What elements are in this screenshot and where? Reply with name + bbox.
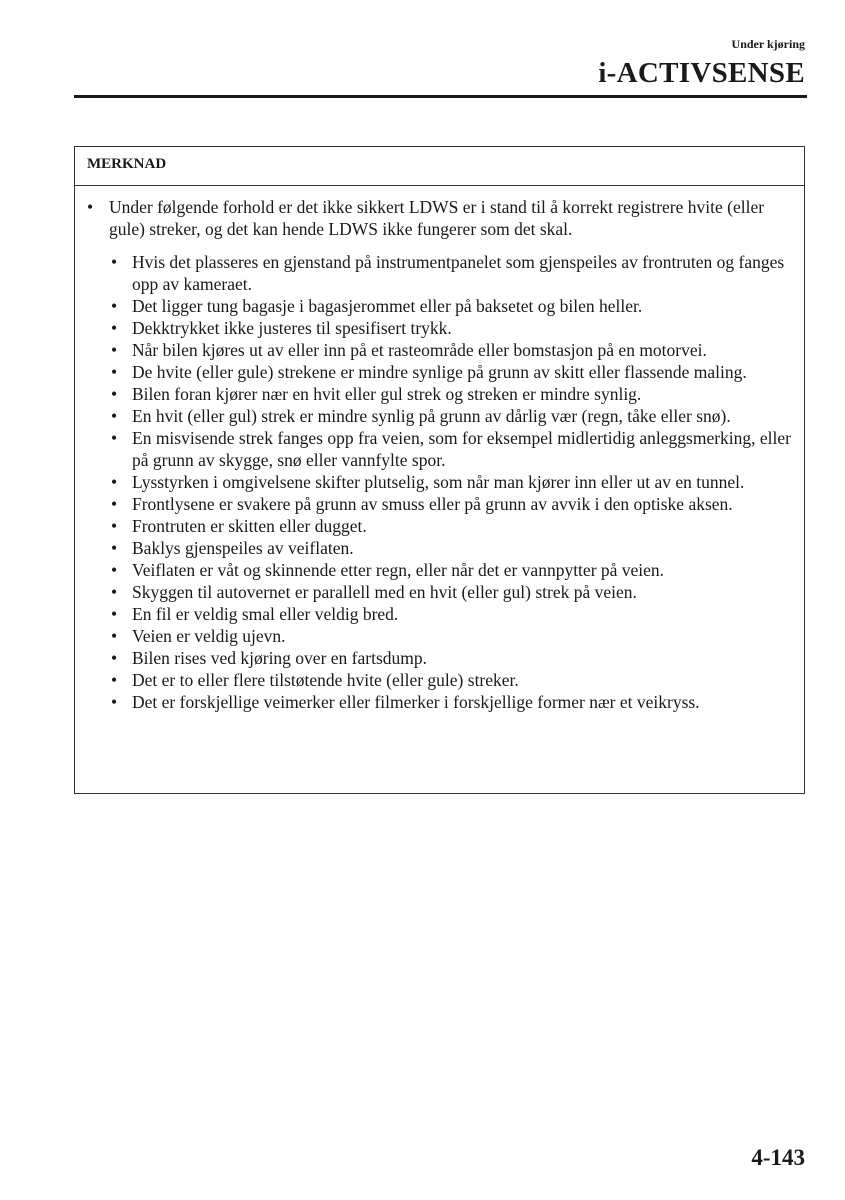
condition-item [75, 515, 804, 537]
note-box [74, 146, 805, 794]
bullet-icon: • [111, 516, 118, 536]
bullet-icon: • [111, 384, 118, 404]
note-title: MERKNAD [75, 147, 804, 186]
bullet-icon: • [111, 252, 118, 272]
condition-item [75, 493, 804, 515]
condition-item-text: Bilen rises ved kjøring over en fartsdump. [132, 648, 428, 668]
bullet-icon: • [111, 538, 118, 558]
bullet-icon: • [111, 318, 118, 338]
bullet-icon: • [111, 670, 118, 690]
section-label: Under kjøring [731, 37, 805, 51]
condition-item-text: Baklys gjenspeiles av veiflaten. [132, 538, 354, 558]
note-intro-text: Under følgende forhold er det ikke sikkert LDWS er i stand til å korrekt registrere hvite (eller gule) streker, og det kan hende LDWS ikke fungerer som det skal. [109, 197, 765, 239]
bullet-icon: • [111, 582, 118, 602]
condition-item-text: Skyggen til autovernet er parallell med en hvit (eller gul) strek på veien. [132, 582, 637, 602]
condition-item [75, 647, 804, 669]
condition-item [75, 537, 804, 559]
condition-item-text: En hvit (eller gul) strek er mindre synlig på grunn av dårlig vær (regn, tåke eller snø). [132, 406, 731, 426]
bullet-icon: • [87, 197, 94, 217]
condition-item-text: En misvisende strek fanges opp fra veien, som for eksempel midlertidig anleggsmerking, eller på grunn av skygge, snø eller vannfylte spor. [132, 428, 791, 470]
bullet-icon: • [111, 648, 118, 668]
condition-item-text: Veiflaten er våt og skinnende etter regn, eller når det er vannpytter på veien. [132, 560, 665, 580]
page-number: 4-143 [751, 1145, 805, 1170]
condition-item-text: Lysstyrken i omgivelsene skifter plutselig, som når man kjører inn eller ut av en tunnel. [132, 472, 745, 492]
condition-item [75, 427, 804, 471]
bullet-icon: • [111, 560, 118, 580]
bullet-icon: • [111, 472, 118, 492]
condition-item-text: Når bilen kjøres ut av eller inn på et rasteområde eller bomstasjon på en motorvei. [132, 340, 707, 360]
bullet-icon: • [111, 494, 118, 514]
condition-item-text: Bilen foran kjører nær en hvit eller gul strek og streken er mindre synlig. [132, 384, 642, 404]
condition-item-text: Veien er veldig ujevn. [132, 626, 286, 646]
condition-item-text: Frontruten er skitten eller dugget. [132, 516, 367, 536]
note-body [75, 186, 804, 713]
condition-item-text: En fil er veldig smal eller veldig bred. [132, 604, 399, 624]
condition-item [75, 669, 804, 691]
condition-item [75, 361, 804, 383]
condition-item-text: Det er forskjellige veimerker eller filmerker i forskjellige former nær et veikryss. [132, 692, 700, 712]
bullet-icon: • [111, 428, 118, 448]
condition-item [75, 295, 804, 317]
bullet-icon: • [111, 362, 118, 382]
bullet-icon: • [111, 604, 118, 624]
condition-item [75, 317, 804, 339]
condition-item [75, 559, 804, 581]
condition-item [75, 251, 804, 295]
condition-item-text: Frontlysene er svakere på grunn av smuss eller på grunn av avvik i den optiske aksen. [132, 494, 733, 514]
condition-item-text: Det ligger tung bagasje i bagasjerommet eller på baksetet og bilen heller. [132, 296, 643, 316]
note-main-item [75, 196, 804, 240]
bullet-icon: • [111, 692, 118, 712]
condition-item [75, 603, 804, 625]
condition-item-text: Hvis det plasseres en gjenstand på instrumentpanelet som gjenspeiles av frontruten og fanges opp av kameraet. [132, 252, 785, 294]
condition-item-text: Det er to eller flere tilstøtende hvite (eller gule) streker. [132, 670, 519, 690]
condition-item [75, 625, 804, 647]
condition-item [75, 405, 804, 427]
bullet-icon: • [111, 626, 118, 646]
bullet-icon: • [111, 340, 118, 360]
condition-item [75, 471, 804, 493]
condition-item-text: De hvite (eller gule) strekene er mindre synlige på grunn av skitt eller flassende maling. [132, 362, 747, 382]
condition-item [75, 581, 804, 603]
bullet-icon: • [111, 296, 118, 316]
chapter-title: i-ACTIVSENSE [598, 57, 805, 89]
condition-item [75, 339, 804, 361]
title-rule [74, 95, 807, 98]
condition-list [75, 251, 804, 713]
condition-item [75, 691, 804, 713]
bullet-icon: • [111, 406, 118, 426]
condition-item [75, 383, 804, 405]
condition-item-text: Dekktrykket ikke justeres til spesifisert trykk. [132, 318, 452, 338]
